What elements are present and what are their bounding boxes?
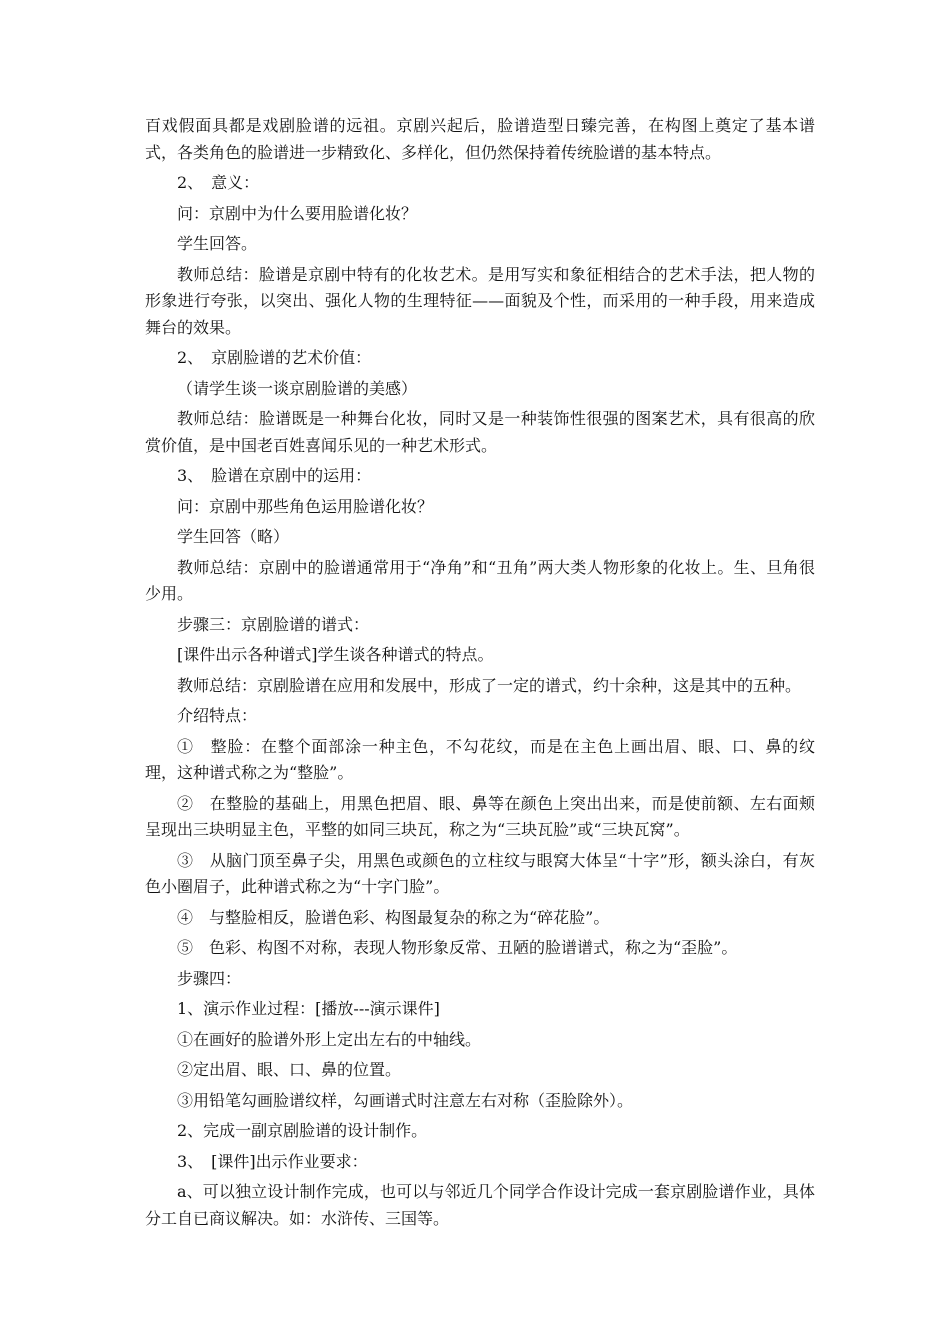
- demo-step-3: ③用铅笔勾画脸谱纹样，勾画谱式时注意左右对称（歪脸除外）。: [177, 1090, 634, 1110]
- feature-item-1: ① 整脸：在整个面部涂一种主色，不勾花纹，而是在主色上画出眉、眼、口、鼻的纹理，这种谱式称之为“整脸”。: [145, 736, 815, 782]
- assignment-item-2: 2、完成一副京剧脸谱的设计制作。: [177, 1121, 428, 1140]
- feature-item-4: ④ 与整脸相反，脸谱色彩、构图最复杂的称之为“碎花脸”。: [177, 907, 610, 927]
- heading-usage: 3、 脸谱在京剧中的运用：: [177, 466, 372, 485]
- feature-item-2: ② 在整脸的基础上，用黑色把眉、眼、鼻等在颜色上突出出来，而是使前额、左右面颊呈现出三块明显主色，平整的如同三块瓦，称之为“三块瓦脸”或“三块瓦窝”。: [145, 793, 815, 839]
- heading-significance: 2、 意义：: [177, 173, 260, 192]
- step-three-heading: 步骤三：京剧脸谱的谱式：: [177, 614, 370, 634]
- step-four-heading: 步骤四：: [177, 968, 242, 988]
- student-answer-2: 学生回答（略）: [177, 527, 290, 546]
- paragraph-intro: 百戏假面具都是戏剧脸谱的远祖。京剧兴起后，脸谱造型日臻完善，在构图上奠定了基本谱式，各类角色的脸谱进一步精致化、多样化，但仍然保持着传统脸谱的基本特点。: [145, 116, 815, 162]
- teacher-summary-3: 教师总结：京剧中的脸谱通常用于“净角”和“丑角”两大类人物形象的化妆上。生、旦角很少用。: [145, 557, 815, 603]
- feature-item-3: ③ 从脑门顶至鼻子尖，用黑色或颜色的立柱纹与眼窝大体呈“十字”形，额头涂白，有灰色小圈眉子，此种谱式称之为“十字门脸”。: [145, 850, 815, 896]
- demo-process: 1、演示作业过程：[播放---演示课件]: [177, 999, 440, 1018]
- question-2: 问：京剧中那些角色运用脸谱化妆？: [177, 496, 434, 516]
- document-body: [145, 113, 815, 1236]
- heading-art-value: 2、 京剧脸谱的艺术价值：: [177, 348, 372, 367]
- teacher-summary-2: 教师总结：脸谱既是一种舞台化妆，同时又是一种装饰性很强的图案艺术，具有很高的欣赏价值，是中国老百姓喜闻乐见的一种艺术形式。: [145, 409, 815, 455]
- teacher-summary-4: 教师总结：京剧脸谱在应用和发展中，形成了一定的谱式，约十余种，这是其中的五种。: [177, 675, 802, 695]
- feature-item-5: ⑤ 色彩、构图不对称，表现人物形象反常、丑陋的脸谱谱式，称之为“歪脸”。: [177, 938, 738, 957]
- assignment-requirement-a: a、可以独立设计制作完成，也可以与邻近几个同学合作设计完成一套京剧脸谱作业，具体分工自已商议解决。如：水浒传、三国等。: [145, 1182, 815, 1228]
- courseware-note: [课件出示各种谱式]学生谈各种谱式的特点。: [177, 645, 494, 664]
- question-1: 问：京剧中为什么要用脸谱化妆？: [177, 203, 418, 223]
- assignment-item-3: 3、 [课件]出示作业要求：: [177, 1151, 368, 1171]
- prompt-aesthetics: （请学生谈一谈京剧脸谱的美感）: [177, 378, 418, 398]
- demo-step-1: ①在画好的脸谱外形上定出左右的中轴线。: [177, 1029, 482, 1049]
- features-heading: 介绍特点：: [177, 706, 258, 725]
- student-answer-1: 学生回答。: [177, 234, 258, 253]
- demo-step-2: ②定出眉、眼、口、鼻的位置。: [177, 1060, 402, 1079]
- teacher-summary-1: 教师总结：脸谱是京剧中特有的化妆艺术。是用写实和象征相结合的艺术手法，把人物的形象进行夸张，以突出、强化人物的生理特征——面貌及个性，而采用的一种手段，用来造成舞台的效果。: [145, 264, 815, 337]
